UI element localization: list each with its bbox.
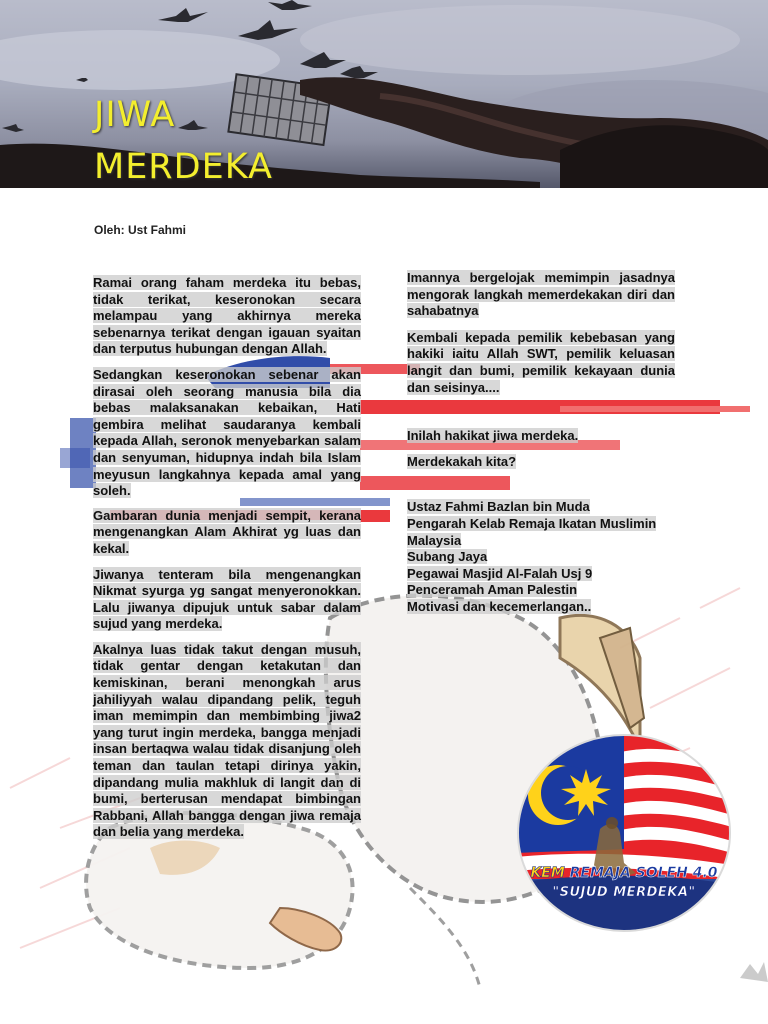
author-byline: Oleh: Ust Fahmi [94,223,187,237]
paragraph [93,567,361,633]
signature-line: Pengarah Kelab Remaja Ikatan Muslimin Malaysia [407,515,657,548]
paragraph-text: Inilah hakikat jiwa merdeka. [407,428,579,444]
paragraph-text: Akalnya luas tidak takut dengan musuh, tidak gentar dengan ketakutan dan kemiskinan, berani menongkah arus jahiliyyah walau dipandang pelik, teguh iman memimpin dan membimbing jiwa2 yang turut ingin merdeka, bangga menjadi insan bertaqwa walau tidak disanjung oleh teman dan taulan tetapi dirinya yakin, dipandang mulia makhluk di langit dan di bumi, berterusan mendapat bimbingan Rabbani, Allah bangga dengan jiwa remaja dan belia yang merdeka. [93,641,361,840]
signature-name: Ustaz Fahmi Bazlan bin Muda [407,499,590,515]
paragraph [93,275,361,358]
paragraph-text: Merdekakah kita? [407,453,517,469]
signature-line: Motivasi dan kecemerlangan.. [407,598,592,614]
paragraph-text: Kembali kepada pemilik kebebasan yang hakiki iaitu Allah SWT, pemilik keluasan langit dan bumi, pemilik kekayaan dunia dan seisinya.... [407,329,675,395]
badge-title: KEM REMAJA SOLEH 4.0 [530,865,718,881]
signature-line: Penceramah Aman Palestin [407,582,578,598]
paragraph-text: Gambaran dunia menjadi sempit, kerana mengenangkan Alam Akhirat yg luas dan kekal. [93,507,361,556]
signature-line: Pegawai Masjid Al-Falah Usj 9 [407,565,593,581]
title-line-2: MERDEKA [94,147,273,187]
article-right-column [407,270,675,616]
article-left-column [93,275,361,850]
paragraph-text: Ramai orang faham merdeka itu bebas, tidak terikat, keseronokan secara melampau yang akhirnya mereka sebenarnya terikat dengan igauan syaitan dan terputus hubungan dengan Allah. [93,275,361,357]
paragraph-text: Imannya bergelojak memimpin jasadnya mengorak langkah memerdekakan diri dan sahabatnya [407,270,675,319]
malaysia-flag-icon [516,733,732,933]
paragraph [407,454,675,471]
paragraph [93,367,361,500]
author-signature [407,499,675,615]
header-banner [0,0,768,188]
badge-subtitle: "SUJUD MERDEKA" [552,885,696,900]
paragraph [93,508,361,558]
paragraph [407,428,675,445]
event-badge [516,733,732,933]
title-line-1: JIWA [94,95,176,135]
paragraph [407,270,675,320]
paragraph [407,330,675,396]
paragraph-text: Jiwanya tenteram bila mengenangkan Nikmat syurga yg sangat menyeronokkan. Lalu jiwanya dipujuk untuk sabar dalam sujud yang merdeka. [93,566,361,632]
paragraph [93,642,361,841]
signature-line: Subang Jaya [407,549,488,565]
paragraph-text: Sedangkan keseronokan sebenar akan dirasai oleh seorang manusia bila dia bebas malaksanakan kebaikan, Hati gembira melihat saudaranya kembali kepada Allah, seronok menyebarkan salam dan senyuman, hidupnya indah bila Islam meyusun langkahnya kepada amal yang soleh. [93,366,361,499]
